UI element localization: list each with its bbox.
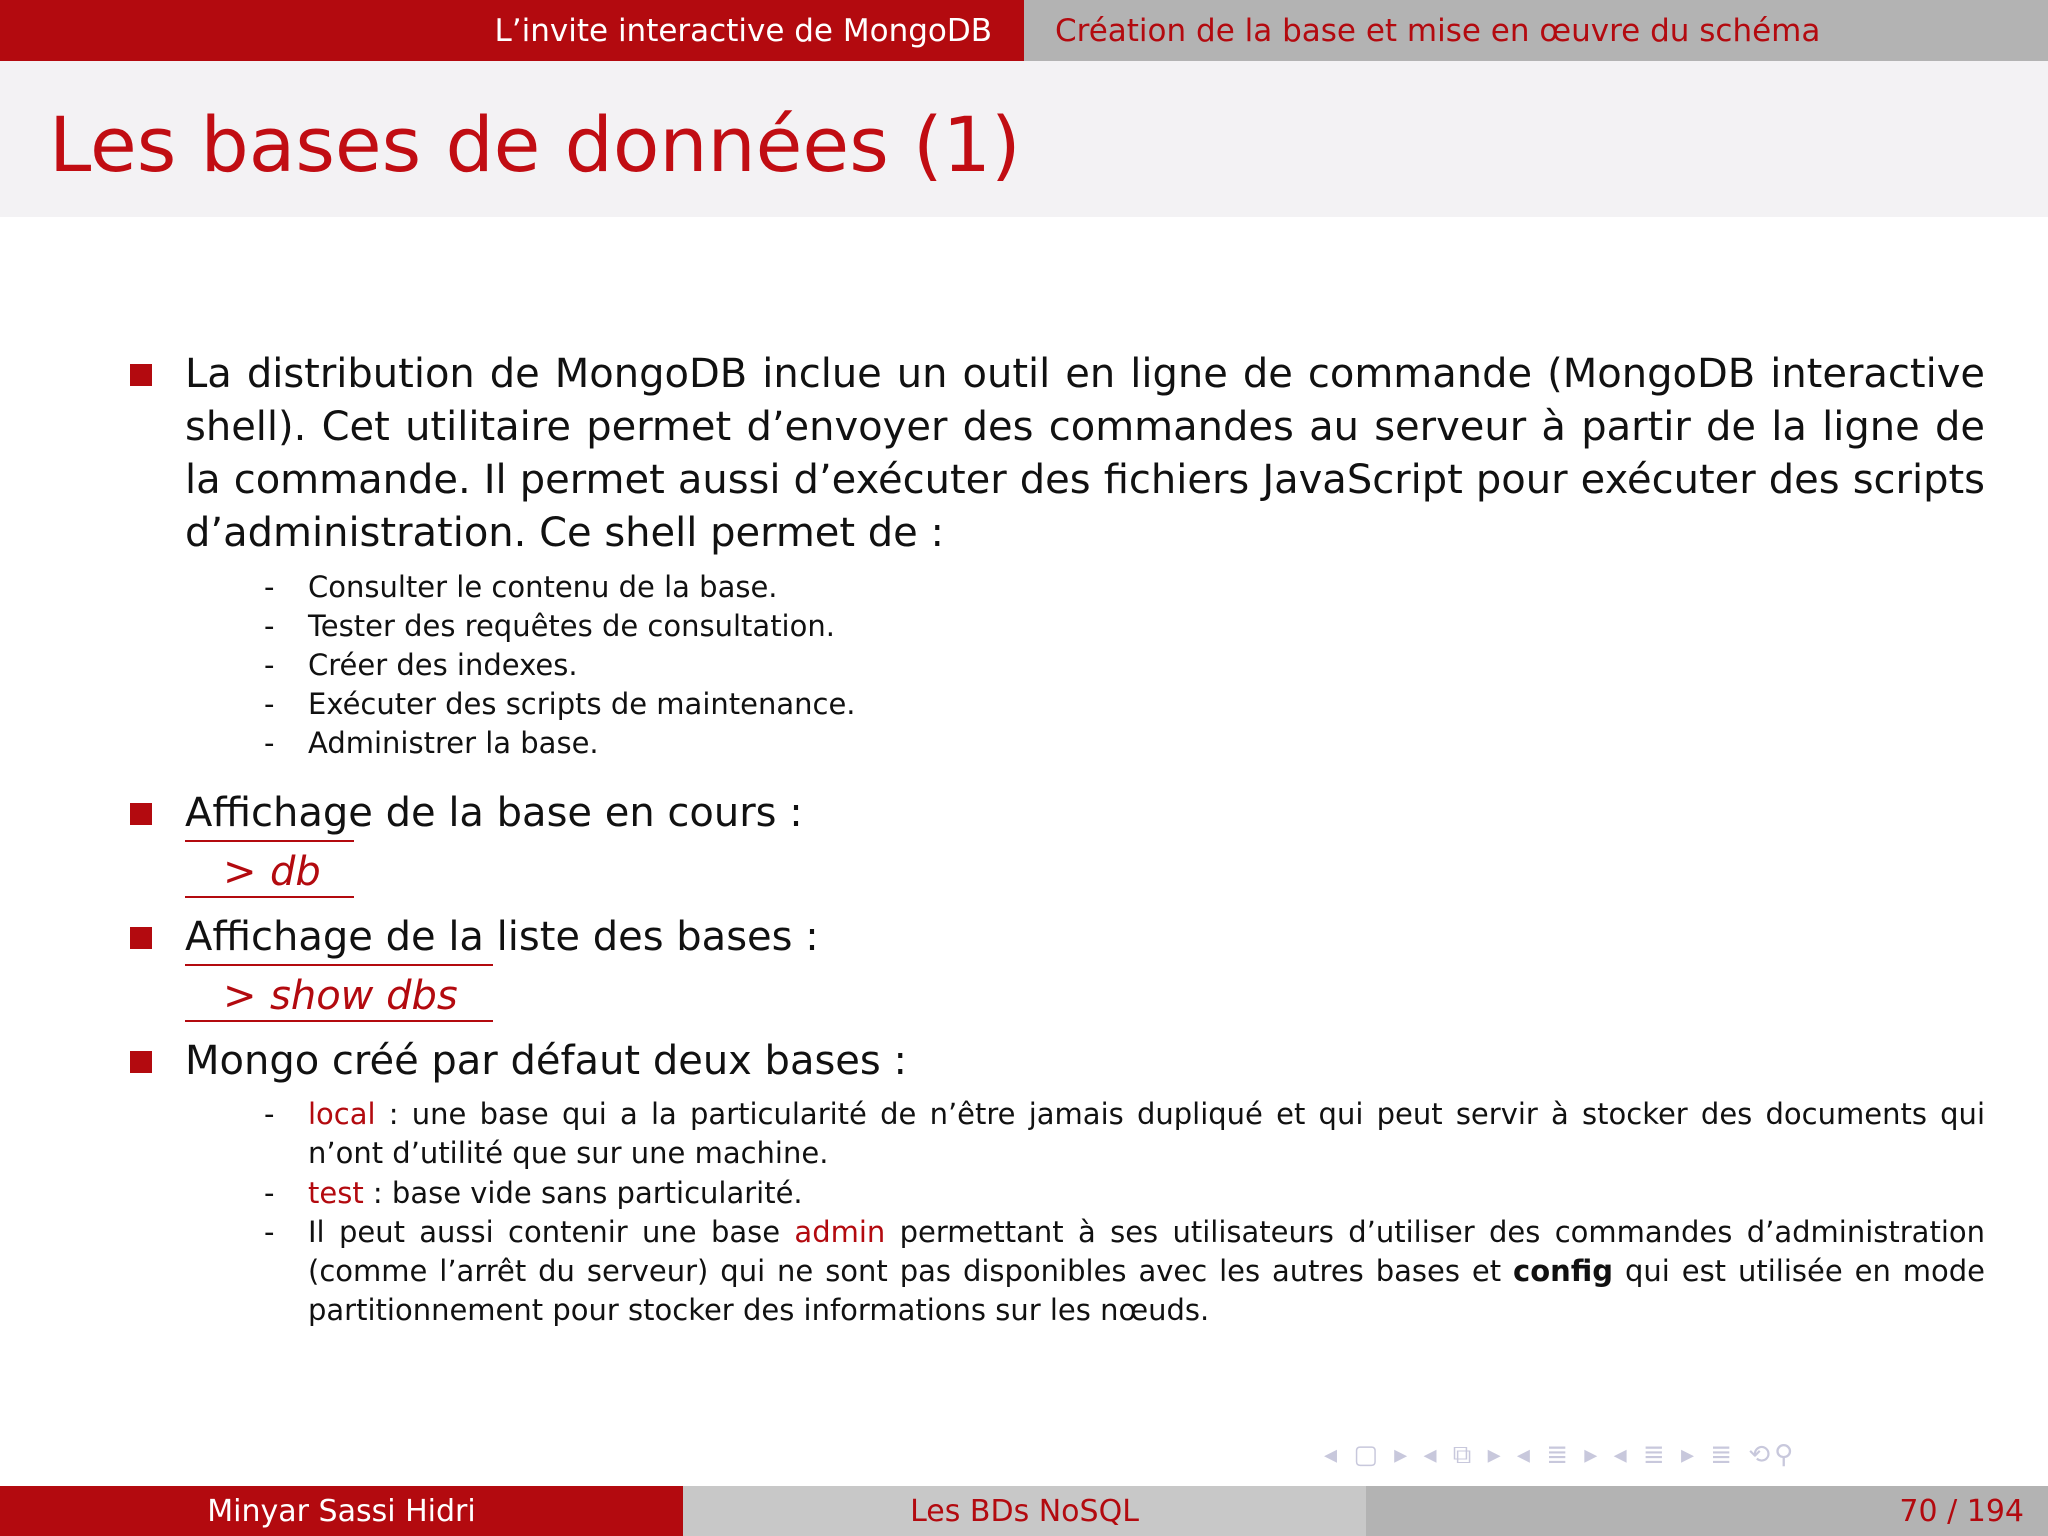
- list-item: Consulter le contenu de la base.: [308, 570, 778, 604]
- bullet-1-line: d’administration. Ce shell permet de :: [185, 510, 944, 556]
- navigation-icons[interactable]: ◂ ▢ ▸ ◂ ⧉ ▸ ◂ ≣ ▸ ◂ ≣ ▸ ≣ ⟲⚲: [1324, 1440, 1798, 1470]
- db-admin-desc: Il peut aussi contenir une base admin permettant à ses utilisateurs d’utiliser des commandes d’administration (comme l’arrêt du serveur) qui ne sont pas disponibles avec les autres bases et config qui est utilisée en mode partitionnement pour stocker des informations sur les nœuds.: [308, 1215, 1986, 1327]
- dash-marker: -: [264, 609, 275, 643]
- slide-title: Les bases de données (1): [49, 100, 1021, 189]
- bullet-2-text: Affichage de la base en cours :: [185, 790, 803, 836]
- prompt-symbol: >: [223, 849, 257, 895]
- bullet-4-text: Mongo créé par défaut deux bases :: [185, 1038, 907, 1084]
- dash-marker: -: [264, 570, 275, 604]
- db-local-name: local: [308, 1097, 376, 1131]
- bullet-marker: [130, 927, 152, 949]
- footer-course: Les BDs NoSQL: [683, 1486, 1366, 1536]
- header-subsection[interactable]: Création de la base et mise en œuvre du schéma: [1024, 0, 2048, 61]
- dash-marker: -: [264, 726, 275, 760]
- db-config-name: config: [1513, 1254, 1614, 1288]
- bullet-1-line: shell). Cet utilitaire permet d’envoyer des commandes au serveur à partir de la ligne de: [185, 404, 1985, 450]
- command-text: db: [270, 849, 321, 895]
- header-section[interactable]: L’invite interactive de MongoDB: [0, 0, 1024, 61]
- dash-marker: -: [264, 648, 275, 682]
- dash-marker: -: [264, 687, 275, 721]
- list-item: Tester des requêtes de consultation.: [308, 609, 835, 643]
- dash-marker: -: [264, 1176, 275, 1210]
- footer-bar: [0, 1486, 2048, 1536]
- footer-author: Minyar Sassi Hidri: [0, 1486, 683, 1536]
- prompt-symbol: >: [223, 973, 257, 1019]
- list-item: Créer des indexes.: [308, 648, 578, 682]
- command-text: show dbs: [270, 973, 458, 1019]
- footer-page-number: 70 / 194: [1366, 1486, 2048, 1536]
- db-admin-name: admin: [794, 1215, 886, 1249]
- bullet-marker: [130, 364, 152, 386]
- bullet-3-text: Affichage de la liste des bases :: [185, 914, 819, 960]
- command-db: [185, 840, 354, 898]
- command-show-dbs: [185, 964, 493, 1022]
- bullet-1-line: la commande. Il permet aussi d’exécuter des fichiers JavaScript pour exécuter des scripts: [185, 457, 1985, 503]
- bullet-1-text: [185, 348, 1985, 560]
- db-test-name: test: [308, 1176, 364, 1210]
- db-local-desc: local : une base qui a la particularité de n’être jamais dupliqué et qui peut servir à stocker des documents qui n’ont d’utilité que sur une machine.: [308, 1097, 1985, 1170]
- dash-marker: -: [264, 1215, 275, 1249]
- dash-marker: -: [264, 1097, 275, 1131]
- bullet-1-line: La distribution de MongoDB inclue un outil en ligne de commande (MongoDB interactive: [185, 351, 1985, 397]
- list-item: Exécuter des scripts de maintenance.: [308, 687, 856, 721]
- bullet-marker: [130, 1051, 152, 1073]
- bullet-marker: [130, 803, 152, 825]
- list-item: Administrer la base.: [308, 726, 599, 760]
- db-test-desc: test : base vide sans particularité.: [308, 1176, 803, 1210]
